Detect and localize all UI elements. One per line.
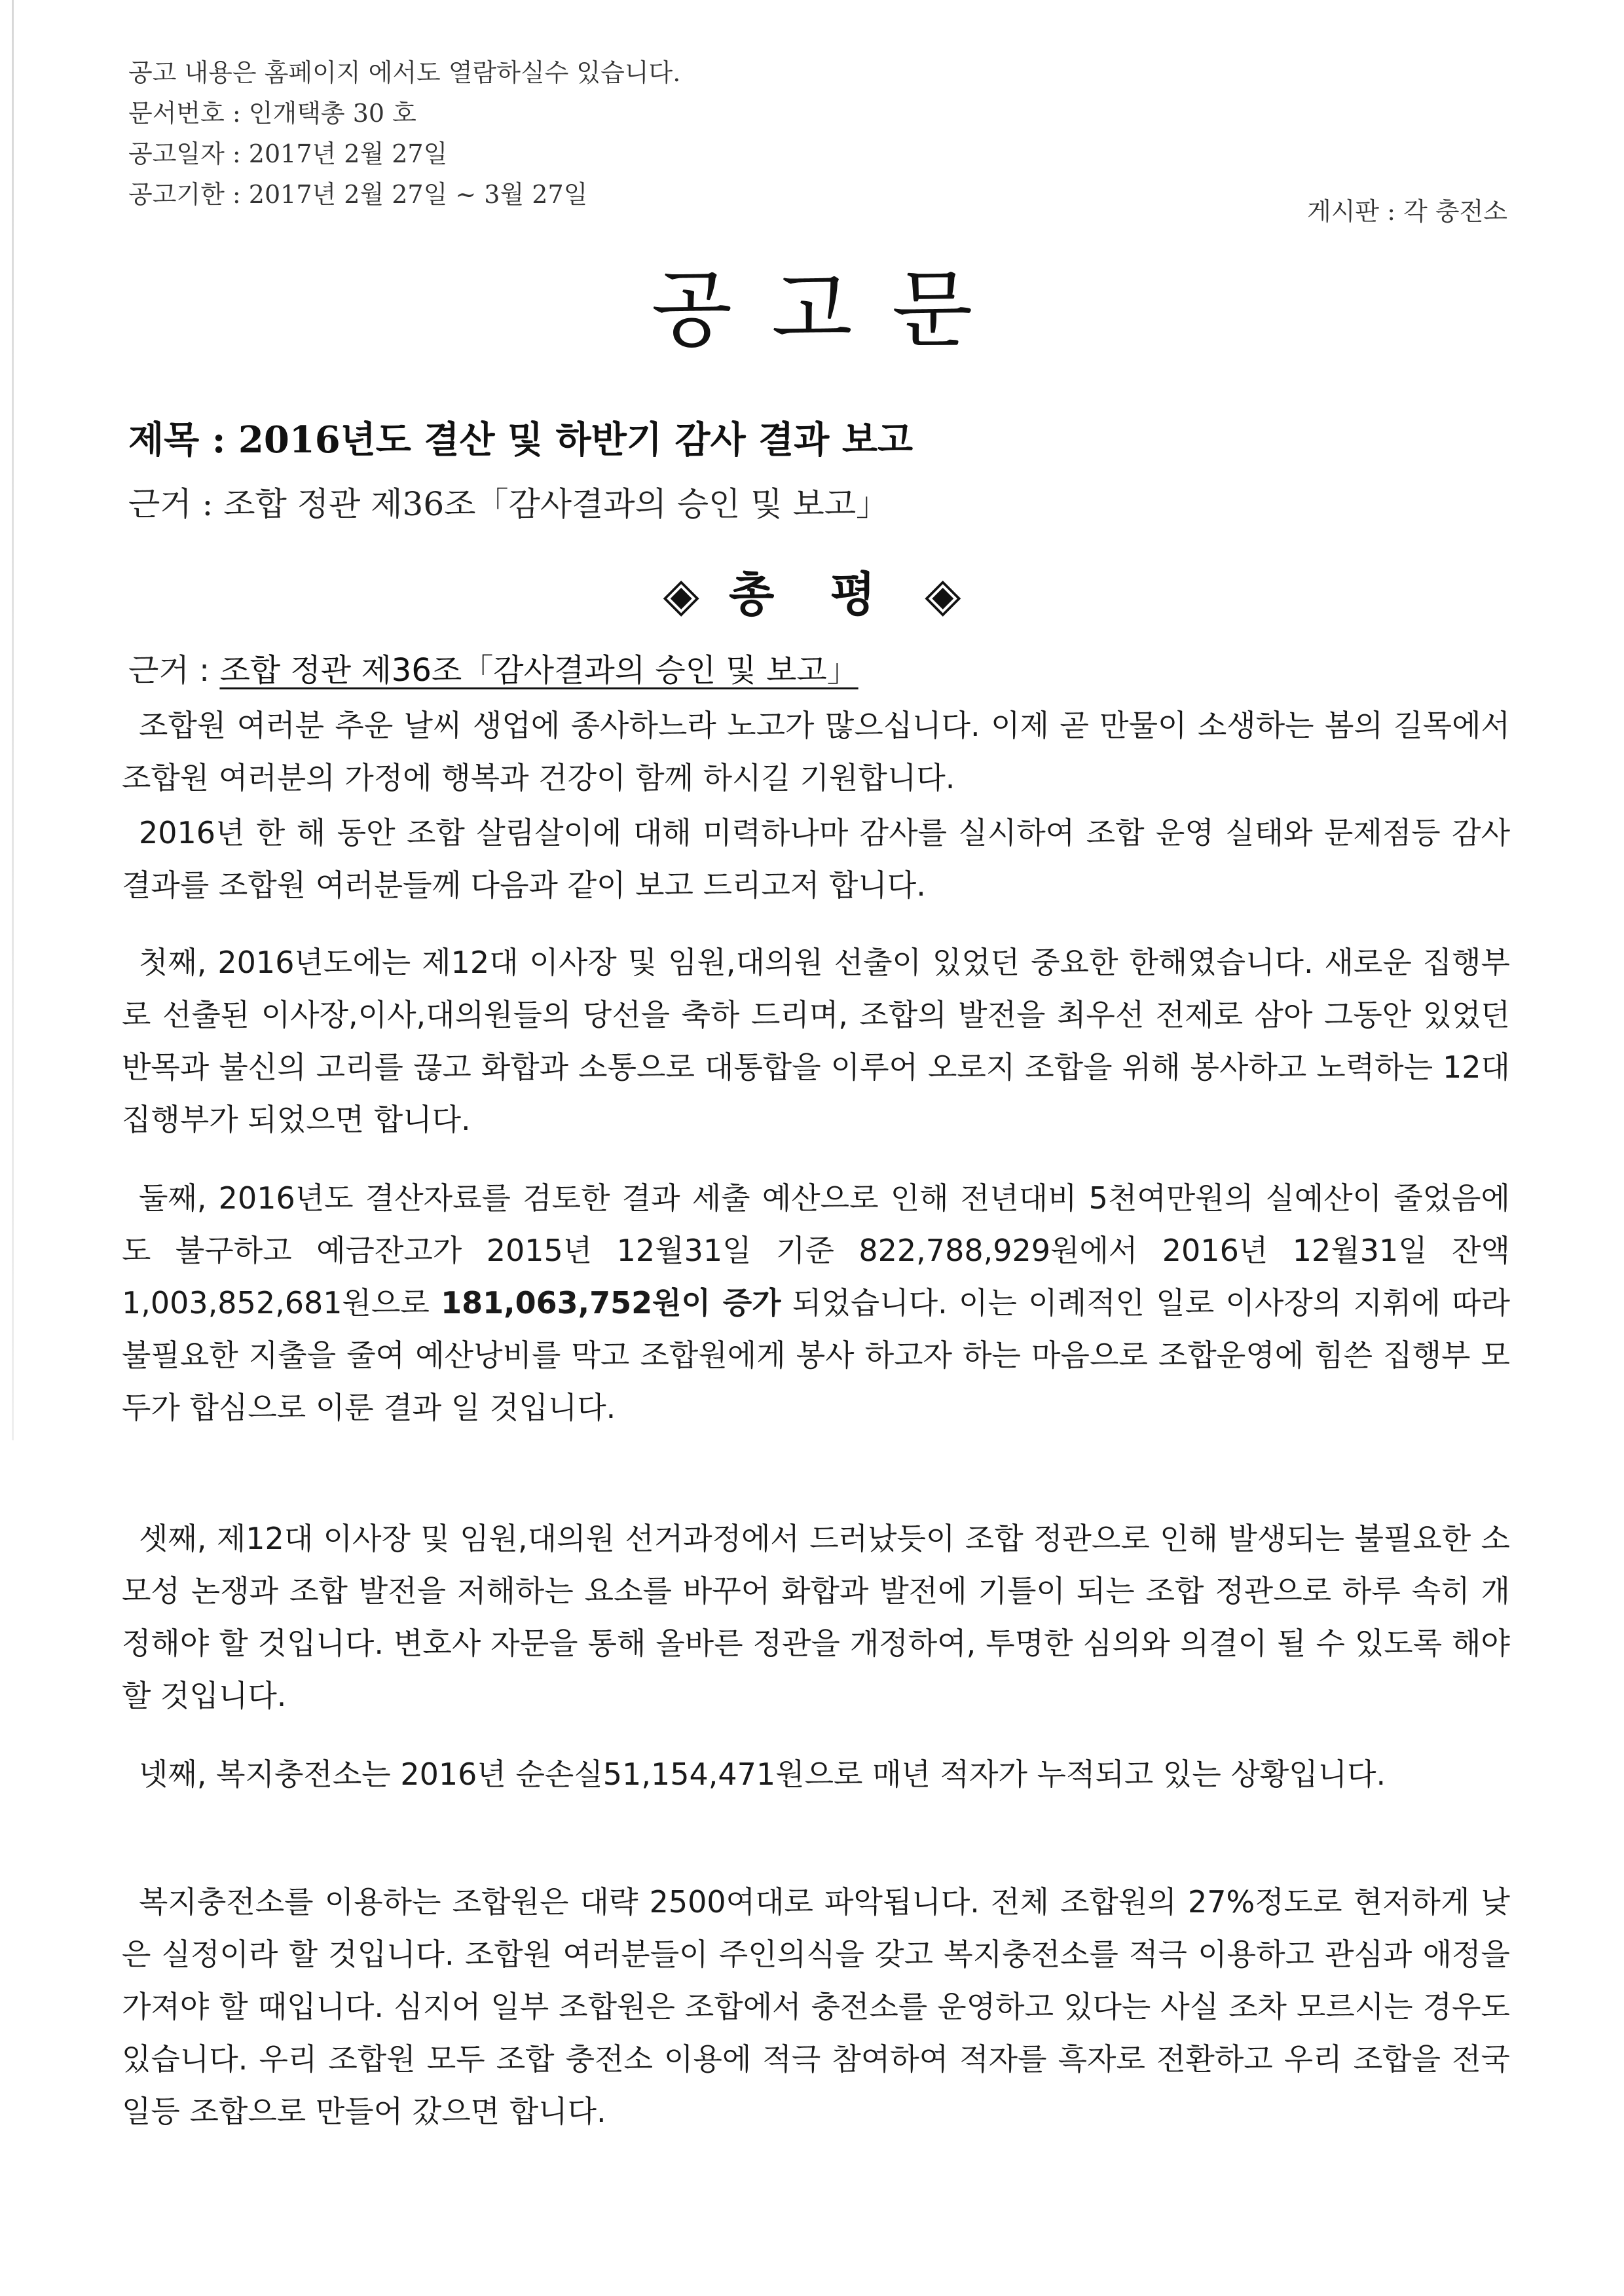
basis-line: 근거 : 조합 정관 제36조「감사결과의 승인 및 보고」 xyxy=(128,485,889,523)
document-number: 문서번호 : 인개택총 30 호 xyxy=(128,99,416,128)
scan-edge xyxy=(12,0,14,1440)
page-title: 공고문 xyxy=(651,261,1012,359)
section-basis-value: 조합 정관 제36조「감사결과의 승인 및 보고」 xyxy=(219,652,858,689)
notice-date: 공고일자 : 2017년 2월 27일 xyxy=(128,139,448,168)
homepage-notice: 공고 내용은 홈페이지 에서도 열람하실수 있습니다. xyxy=(128,58,681,87)
subject-line: 제목 : 2016년도 결산 및 하반기 감사 결과 보고 xyxy=(128,418,913,462)
section-title-text: 총 평 xyxy=(728,566,896,622)
header-meta xyxy=(128,52,680,215)
section-basis xyxy=(128,645,858,690)
section-heading xyxy=(0,556,1624,625)
notice-period: 공고기한 : 2017년 2월 27일 ~ 3월 27일 xyxy=(128,180,588,209)
paragraph-greeting: 조합원 여러분 추운 날씨 생업에 종사하느라 노고가 많으십니다. 이제 곧 만물이 소생하는 봄의 길목에서 조합원 여러분의 가정에 행복과 건강이 함께 하시길 기원합니다. xyxy=(122,708,1510,795)
diamond-left-icon: ◈ xyxy=(663,566,699,622)
paragraph-second-part-a: 둘째, 2016년도 결산자료를 검토한 결과 세출 예산으로 인해 전년대비 5천여만원의 실예산이 줄었음에도 불구하고 예금잔고가 2015년 12월31일 기준 822,788,929원에서 2016년 12월31일 잔액 1,003,852,681원으로 xyxy=(122,1180,1510,1321)
diamond-right-icon: ◈ xyxy=(925,566,961,622)
paragraph-first: 첫째, 2016년도에는 제12대 이사장 및 임원,대의원 선출이 있었던 중요한 한해였습니다. 새로운 집행부로 선출된 이사장,이사,대의원들의 당선을 축하 드리며, 조합의 발전을 최우선 전제로 삼아 그동안 있었던 반목과 불신의 고리를 끊고 화합과 소통으로 대통합을 이루어 오로지 조합을 위해 봉사하고 노력하는 12대 집행부가 되었으면 합니다. xyxy=(122,945,1510,1137)
paragraph-second xyxy=(122,1172,1510,1434)
paragraph-intro: 2016년 한 해 동안 조합 살림살이에 대해 미력하나마 감사를 실시하여 조합 운영 실태와 문제점등 감사 결과를 조합원 여러분들께 다음과 같이 보고 드리고저 합니다. xyxy=(122,815,1510,903)
balance-increase-highlight: 181,063,752원이 증가 xyxy=(441,1285,781,1321)
paragraph-closing: 복지충전소를 이용하는 조합원은 대략 2500여대로 파악됩니다. 전체 조합원의 27%정도로 현저하게 낮은 실정이라 할 것입니다. 조합원 여러분들이 주인의식을 갖고 복지충전소를 적극 이용하고 관심과 애정을 가져야 할 때입니다. 심지어 일부 조합원은 조합에서 충전소를 운영하고 있다는 사실 조차 모르시는 경우도 있습니다. 우리 조합원 모두 조합 충전소 이용에 적극 참여하여 적자를 흑자로 전환하고 우리 조합을 전국 일등 조합으로 만들어 갔으면 합니다. xyxy=(122,1884,1510,2129)
paragraph-fourth: 넷째, 복지충전소는 2016년 순손실51,154,471원으로 매년 적자가 누적되고 있는 상황입니다. xyxy=(139,1757,1386,1792)
section-basis-label: 근거 : xyxy=(128,652,220,689)
paragraph-third: 셋째, 제12대 이사장 및 임원,대의원 선거과정에서 드러났듯이 조합 정관으로 인해 발생되는 불필요한 소모성 논쟁과 조합 발전을 저해하는 요소를 바꾸어 화합과 발전에 기틀이 되는 조합 정관으로 하루 속히 개정해야 할 것입니다. 변호사 자문을 통해 올바른 정관을 개정하여, 투명한 심의와 의결이 될 수 있도록 해야 할 것입니다. xyxy=(122,1521,1510,1713)
paragraph-second-part-b: 되었습니다. 이는 이례적인 일로 이사장의 지휘에 따라 불필요한 지출을 줄여 예산낭비를 막고 조합원에게 봉사 하고자 하는 마음으로 조합운영에 힘쓴 집행부 모두가 합심으로 이룬 결과 일 것입니다. xyxy=(122,1285,1510,1425)
bulletin-board: 게시판 : 각 충전소 xyxy=(1307,197,1507,226)
